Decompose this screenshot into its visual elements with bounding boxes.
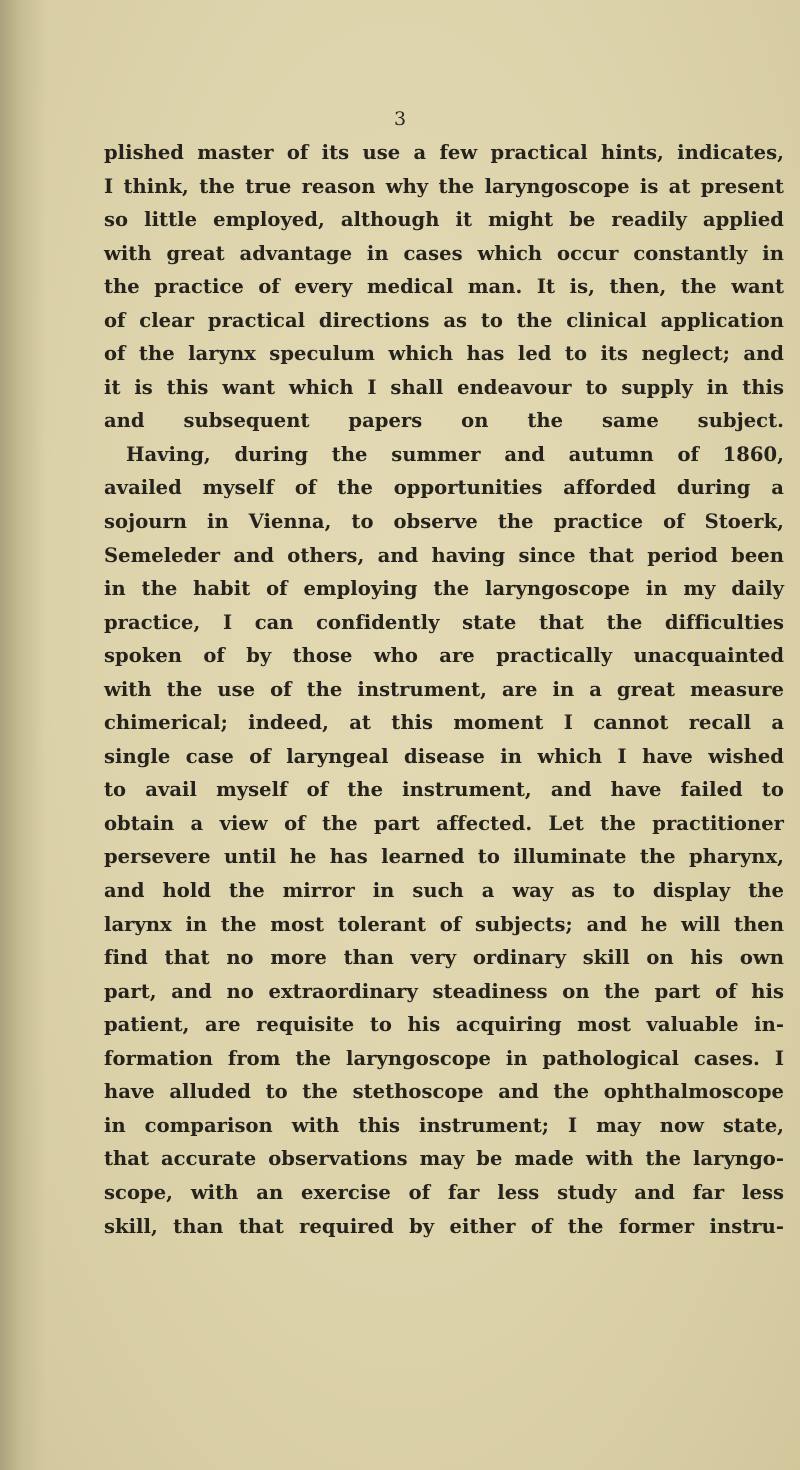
page-gutter-shadow: [0, 0, 46, 1470]
text-line: with great advantage in cases which occur constantly in: [104, 241, 784, 265]
text-line: part, and no extraordinary steadiness on the part of his: [104, 979, 784, 1003]
text-line: and subsequent papers on the same subject.: [104, 409, 784, 433]
text-line: persevere until he has learned to illuminate the pharynx,: [104, 845, 784, 869]
text-line: of the larynx speculum which has led to its neglect; and: [104, 342, 784, 366]
text-line: and hold the mirror in such a way as to display the: [104, 879, 784, 903]
text-line: in the habit of employing the laryngoscope in my daily: [104, 577, 784, 601]
text-line: chimerical; indeed, at this moment I cannot recall a: [104, 711, 784, 735]
text-line: practice, I can confidently state that the difficulties: [104, 610, 784, 634]
text-line: so little employed, although it might be readily applied: [104, 208, 784, 232]
text-line: I think, the true reason why the laryngoscope is at present: [104, 174, 784, 198]
text-line: the practice of every medical man. It is, then, the want: [104, 275, 784, 299]
text-line: that accurate observations may be made with the laryngo-: [104, 1147, 784, 1171]
text-line: Semeleder and others, and having since that period been: [104, 543, 784, 567]
text-line: skill, than that required by either of the former instru-: [104, 1214, 784, 1238]
text-line: Having, during the summer and autumn of 1860,: [126, 442, 784, 466]
text-line: of clear practical directions as to the clinical application: [104, 308, 784, 332]
text-line: scope, with an exercise of far less study and far less: [104, 1180, 784, 1204]
text-line: spoken of by those who are practically unacquainted: [104, 644, 784, 668]
text-line: sojourn in Vienna, to observe the practice of Stoerk,: [104, 510, 784, 534]
text-line: it is this want which I shall endeavour to supply in this: [104, 375, 784, 399]
text-line: obtain a view of the part affected. Let the practitioner: [104, 811, 784, 835]
text-line: formation from the laryngoscope in pathological cases. I: [104, 1046, 784, 1070]
text-line: availed myself of the opportunities afforded during a: [104, 476, 784, 500]
text-line: single case of laryngeal disease in which I have wished: [104, 744, 784, 768]
text-line: larynx in the most tolerant of subjects; and he will then: [104, 912, 784, 936]
page-number: 3: [393, 108, 407, 130]
text-line: plished master of its use a few practical hints, indicates,: [104, 141, 784, 164]
text-line: to avail myself of the instrument, and have failed to: [104, 778, 784, 802]
text-line: in comparison with this instrument; I may now state,: [104, 1113, 784, 1137]
text-line: find that no more than very ordinary skill on his own: [104, 946, 784, 970]
text-line: with the use of the instrument, are in a great measure: [104, 677, 784, 701]
body-text: [104, 136, 784, 1243]
text-line: have alluded to the stethoscope and the ophthalmoscope: [104, 1080, 784, 1104]
text-line: patient, are requisite to his acquiring most valuable in-: [104, 1013, 784, 1037]
